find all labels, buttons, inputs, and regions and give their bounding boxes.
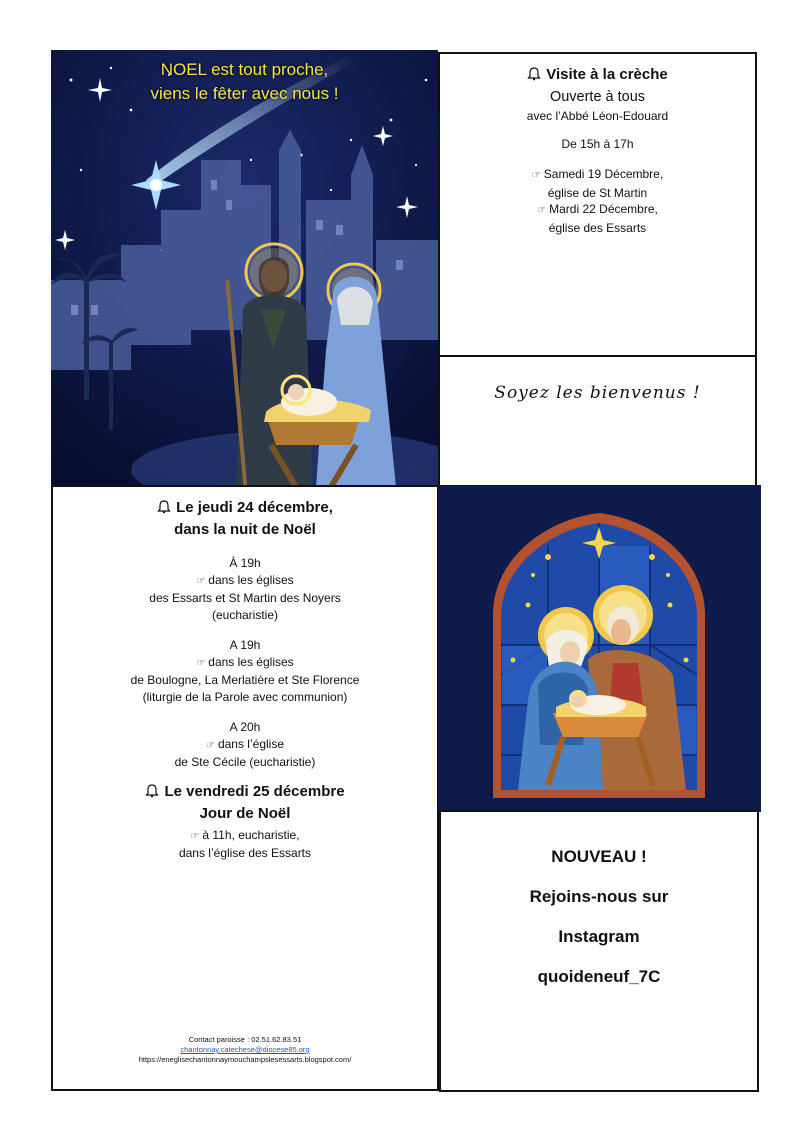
hand-pointer-icon: ☞ bbox=[190, 830, 200, 842]
instagram-join: Rejoins-nous sur bbox=[529, 887, 669, 906]
contact-email-link[interactable]: chantonnay.catechese@diocese85.org bbox=[180, 1045, 310, 1054]
hand-pointer-icon: ☞ bbox=[196, 657, 206, 669]
creche-place-1: église de St Martin bbox=[547, 185, 648, 200]
bell-icon bbox=[157, 500, 171, 514]
creche-visit-panel bbox=[438, 52, 757, 357]
instagram-new: NOUVEAU ! bbox=[551, 847, 647, 866]
welcome-panel bbox=[438, 355, 757, 487]
creche-subtitle: Ouverte à tous bbox=[549, 89, 646, 105]
creche-with: avec l’Abbé Léon-Edouard bbox=[526, 109, 669, 123]
greeting-line-1: NOEL est tout proche, bbox=[160, 60, 329, 79]
christmas-eve-title: Le jeudi 24 décembre, dans la nuit de Noël bbox=[53, 497, 437, 541]
bell-icon bbox=[527, 67, 541, 81]
greeting-text bbox=[51, 58, 438, 106]
creche-place-2: église des Essarts bbox=[548, 220, 647, 235]
creche-hours: De 15h à 17h bbox=[561, 137, 634, 151]
hand-pointer-icon: ☞ bbox=[196, 575, 206, 587]
contact-phone: Contact paroisse : 02.51.62.83.51 bbox=[188, 1035, 302, 1044]
mass-block-4: ☞ à 11h, eucharistie, dans l’église des Essarts bbox=[178, 827, 312, 860]
contact-url[interactable]: https://eneglisechantonnaymouchampslesessarts.blogspot.com/ bbox=[138, 1055, 352, 1064]
hand-pointer-icon: ☞ bbox=[531, 170, 541, 181]
stained-glass-nativity-illustration bbox=[438, 485, 761, 812]
instagram-handle[interactable]: quoideneuf_7C bbox=[537, 967, 661, 986]
instagram-name: Instagram bbox=[558, 927, 640, 946]
hand-pointer-icon: ☞ bbox=[537, 205, 547, 216]
greeting-line-2: viens le fêter avec nous ! bbox=[150, 84, 339, 103]
nativity-night-illustration bbox=[51, 50, 438, 487]
hand-pointer-icon: ☞ bbox=[205, 739, 215, 751]
nativity-night-image bbox=[51, 50, 438, 487]
stained-glass-image bbox=[438, 485, 761, 812]
instagram-panel bbox=[439, 810, 759, 1092]
creche-date-1: ☞ Samedi 19 Décembre, bbox=[531, 167, 664, 181]
contact-footer bbox=[53, 1035, 437, 1065]
mass-block-1: À 19h ☞ dans les églises des Essarts et St Martin des Noyers (eucharistie) bbox=[149, 556, 341, 622]
christmas-day-title: Le vendredi 25 décembre Jour de Noël bbox=[53, 781, 437, 825]
masses-panel bbox=[51, 485, 439, 1091]
mass-block-2: A 19h ☞ dans les églises de Boulogne, La Merlatière et Ste Florence (liturgie de la Parole avec communion) bbox=[130, 638, 360, 704]
mass-block-3: A 20h ☞ dans l’église de Ste Cécile (eucharistie) bbox=[174, 720, 316, 769]
creche-title: Visite à la crèche bbox=[440, 64, 755, 86]
creche-date-2: ☞ Mardi 22 Décembre, bbox=[537, 202, 658, 216]
welcome-text: Soyez les bienvenus ! bbox=[494, 383, 701, 403]
bell-icon bbox=[145, 784, 159, 798]
